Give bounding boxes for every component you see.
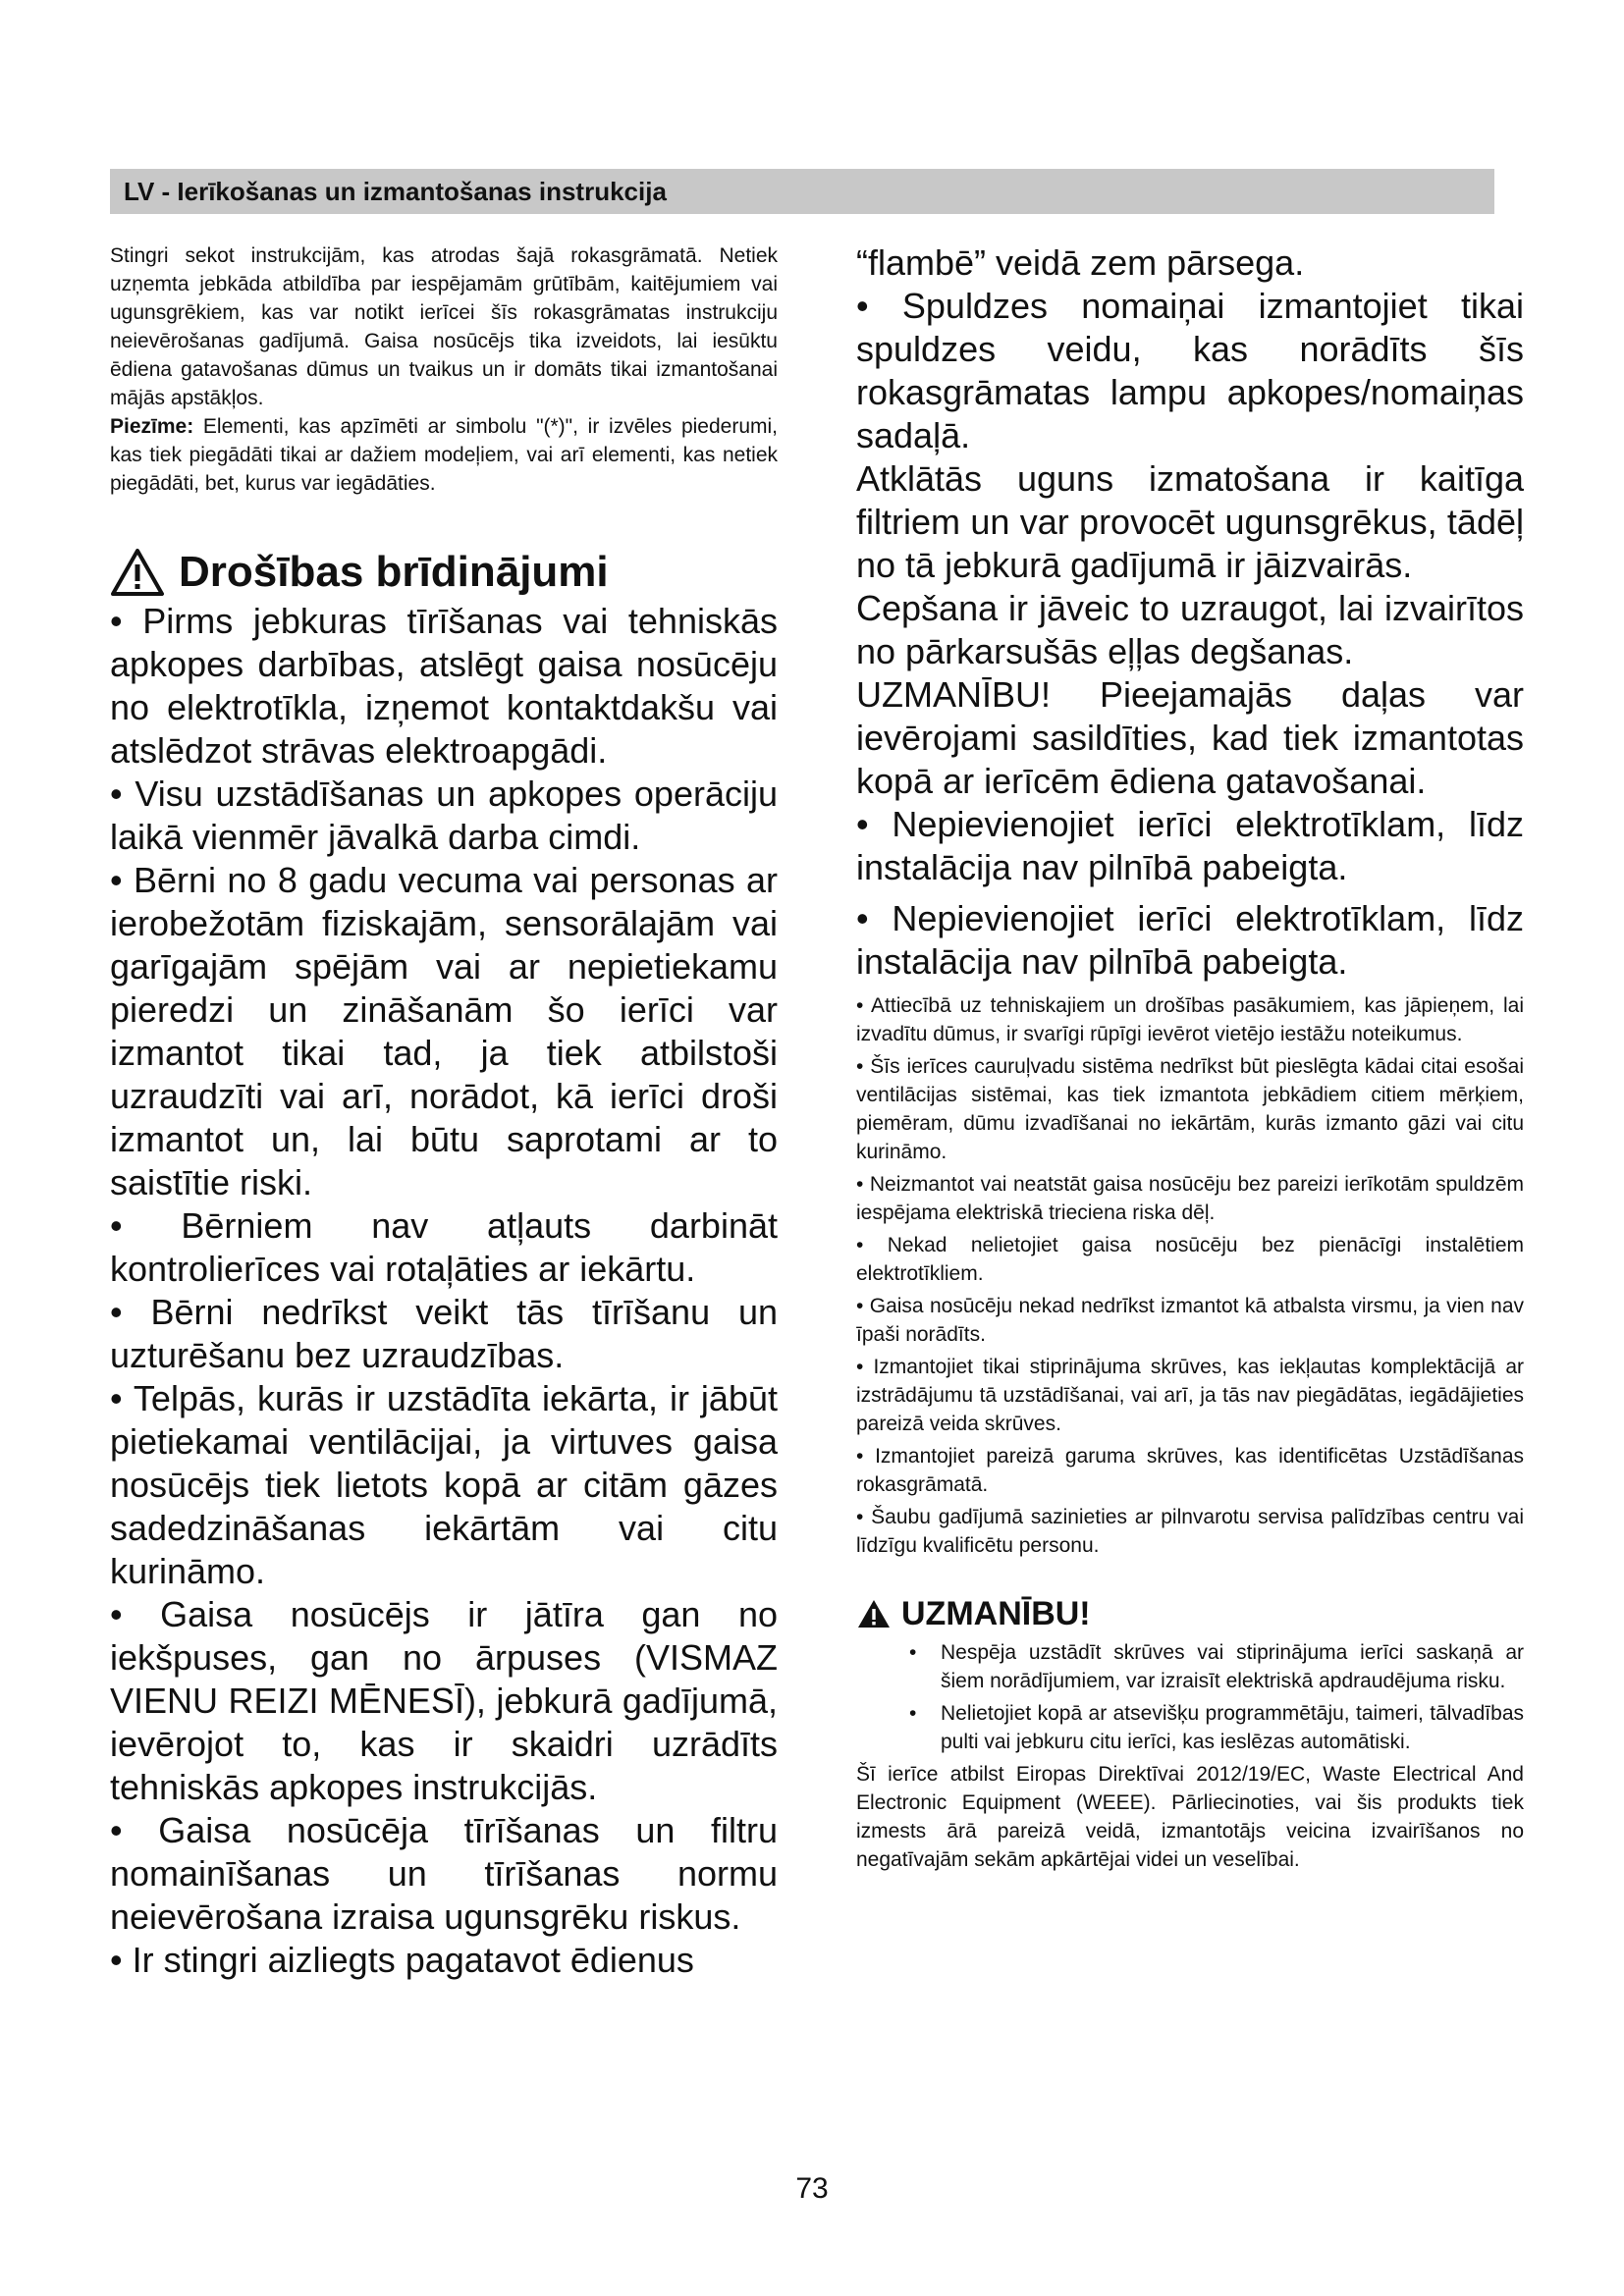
list-item: • Ir stingri aizliegts pagatavot ēdienus: [110, 1940, 694, 1980]
list-item: • Bērniem nav atļauts darbināt kontrolierīces vai rotaļāties ar iekārtu.: [110, 1205, 778, 1289]
safety-title: [110, 545, 778, 600]
list-item: • Nepievienojiet ierīci elektrotīklam, līdz instalācija nav pilnībā pabeigta.: [856, 898, 1524, 982]
list-item: • Šaubu gadījumā sazinieties ar pilnvarotu servisa palīdzības centru vai līdzīgu kvalificētu personu.: [856, 1506, 1524, 1557]
list-item: “flambē” veidā zem pārsega.: [856, 242, 1305, 283]
list-item: • Visu uzstādīšanas un apkopes operāciju laikā vienmēr jāvalkā darba cimdi.: [110, 774, 778, 857]
list-item: • Nekad nelietojiet gaisa nosūcēju bez pienācīgi instalētiem elektrotīkliem.: [856, 1234, 1524, 1285]
left-column: [110, 241, 778, 1982]
list-item: • Gaisa nosūcēju nekad nedrīkst izmantot kā atbalsta virsmu, ja vien nav īpaši norādīts.: [856, 1295, 1524, 1346]
list-item: • Gaisa nosūcējs ir jātīra gan no iekšpuses, gan no ārpuses (VISMAZ VIENU REIZI MĒNESĪ), jebkurā gadījumā, ievērojot to, kas ir skaidri uzrādīts tehniskās apkopes instrukcijās.: [110, 1594, 778, 1807]
list-item: UZMANĪBU! Pieejamajās daļas var ievērojami sasildīties, kad tiek izmantotas kopā ar ierīcēm ēdiena gatavošanai.: [856, 674, 1524, 801]
section-header: [110, 169, 1494, 214]
list-item: • Izmantojiet pareizā garuma skrūves, kas identificētas Uzstādīšanas rokasgrāmatā.: [856, 1445, 1524, 1496]
list-item: • Bērni no 8 gadu vecuma vai personas ar ierobežotām fiziskajām, sensorālajām vai garīgajām spējām vai ar nepietiekamu pieredzi un zināšanām šo ierīci var izmantot tikai tad, ja tiek atbilstoši uzraudzīti vai arī, norādot, kā ierīci droši izmantot un, lai būtu saprotami ar to saistītie riski.: [110, 860, 778, 1202]
weee-paragraph: Šī ierīce atbilst Eiropas Direktīvai 2012/19/EC, Waste Electrical And Electronic Equipment (WEEE). Pārliecinoties, vai šis produkts tiek izmests ārā pareizā veidā, izmantotājs veicina izvairīšanos no negatīvajām sekām apkārtējai videi un veselībai.: [856, 1763, 1524, 1871]
safety-list-left: [110, 600, 778, 1982]
intro-block: [110, 241, 778, 498]
list-item: • Telpās, kurās ir uzstādīta iekārta, ir jābūt pietiekamai ventilācijai, ja virtuves gaisa nosūcējs tiek lietots kopā ar citām gāzes sadedzināšanas iekārtām vai citu kurināmo.: [110, 1378, 778, 1591]
list-item: • Bērni nedrīkst veikt tās tīrīšanu un uzturēšanu bez uzraudzības.: [110, 1292, 778, 1375]
warning-triangle-icon: [110, 548, 165, 597]
attention-title-text: UZMANĪBU!: [901, 1595, 1091, 1632]
list-item: • Nepievienojiet ierīci elektrotīklam, līdz instalācija nav pilnībā pabeigta.: [856, 804, 1524, 887]
list-item: • Šīs ierīces cauruļvadu sistēma nedrīkst būt pieslēgta kādai citai esošai ventilācijas sistēmai, kas tiek izmantota jebkādiem citiem mērķiem, piemēram, dūmu izvadīšanai no iekārtām, kurās izmanto gāzi vai citu kurināmo.: [856, 1055, 1524, 1163]
list-item-text: Nelietojiet kopā ar atsevišķu programmētāju, taimeri, tālvadības pulti vai jebkuru citu ierīci, kas ieslēzas automātiski.: [941, 1702, 1524, 1753]
list-item: • Spuldzes nomaiņai izmantojiet tikai spuldzes veidu, kas norādīts šīs rokasgrāmatas lampu apkopes/nomaiņas sadaļā.: [856, 286, 1524, 455]
safety-list-right-large: [856, 241, 1524, 984]
list-item: • Neizmantot vai neatstāt gaisa nosūcēju bez pareizi ierīkotām spuldzēm iespējama elektriskā trieciena riska dēļ.: [856, 1173, 1524, 1224]
note-label: Piezīme:: [110, 415, 194, 438]
right-column: [856, 241, 1524, 1874]
list-item-text: Nespēja uzstādīt skrūves vai stiprinājuma ierīci saskaņā ar šiem norādījumiem, var izraisīt elektriskā apdraudējuma risku.: [941, 1641, 1524, 1692]
attention-title: [856, 1593, 1524, 1634]
intro-paragraph: Stingri sekot instrukcijām, kas atrodas šajā rokasgrāmatā. Netiek uzņemta jebkāda atbildība par iespējamām grūtībām, kaitējumiem vai ugunsgrēkiem, kas var notikt ierīcei šīs rokasgrāmatas instrukciju neievērošanas gadījumā. Gaisa nosūcējs tika izveidots, lai iesūktu ēdiena gatavošanas dūmus un tvaikus un ir domāts tikai izmantošanai mājās apstākļos.: [110, 244, 778, 409]
safety-title-text: Drošības brīdinājumi: [179, 548, 609, 596]
list-item: • Pirms jebkuras tīrīšanas vai tehniskās apkopes darbības, atslēgt gaisa nosūcēju no elektrotīkla, izņemot kontaktdakšu vai atslēdzot strāvas elektroapgādi.: [110, 601, 778, 771]
header-title: LV - Ierīkošanas un izmantošanas instrukcija: [124, 177, 667, 206]
list-item: • Izmantojiet tikai stiprinājuma skrūves, kas iekļautas komplektācijā ar izstrādājumu tā uzstādīšanai, vai arī, ja tās nav piegādātas, iegādājieties pareizā veida skrūves.: [856, 1356, 1524, 1435]
list-item: [856, 1699, 1524, 1756]
list-item: [856, 1638, 1524, 1695]
bullet: •: [909, 1641, 917, 1664]
list-item: Cepšana ir jāveic to uzraugot, lai izvairītos no pārkarsušās eļļas degšanas.: [856, 588, 1524, 671]
warning-filled-icon: [856, 1598, 892, 1629]
page-number: 73: [795, 2172, 829, 2205]
intro-note: [110, 412, 778, 498]
note-text: Elementi, kas apzīmēti ar simbolu "(*)", ir izvēles piederumi, kas tiek piegādāti tikai ar dažiem modeļiem, vai arī elementi, kas netiek piegādāti, bet, kurus var iegādāties.: [110, 415, 778, 495]
list-item: Atklātās uguns izmatošana ir kaitīga filtriem un var provocēt ugunsgrēkus, tādēļ no tā jebkurā gadījumā ir jāizvairās.: [856, 458, 1524, 585]
list-item: • Attiecībā uz tehniskajiem un drošības pasākumiem, kas jāpieņem, lai izvadītu dūmus, ir svarīgi rūpīgi ievērot vietējo iestāžu noteikumus.: [856, 994, 1524, 1045]
list-item: • Gaisa nosūcēja tīrīšanas un filtru nomainīšanas un tīrīšanas normu neievērošana izraisa ugunsgrēku riskus.: [110, 1810, 778, 1937]
attention-list: [856, 1638, 1524, 1756]
bullet: •: [909, 1702, 917, 1725]
safety-list-right-small: [856, 991, 1524, 1560]
